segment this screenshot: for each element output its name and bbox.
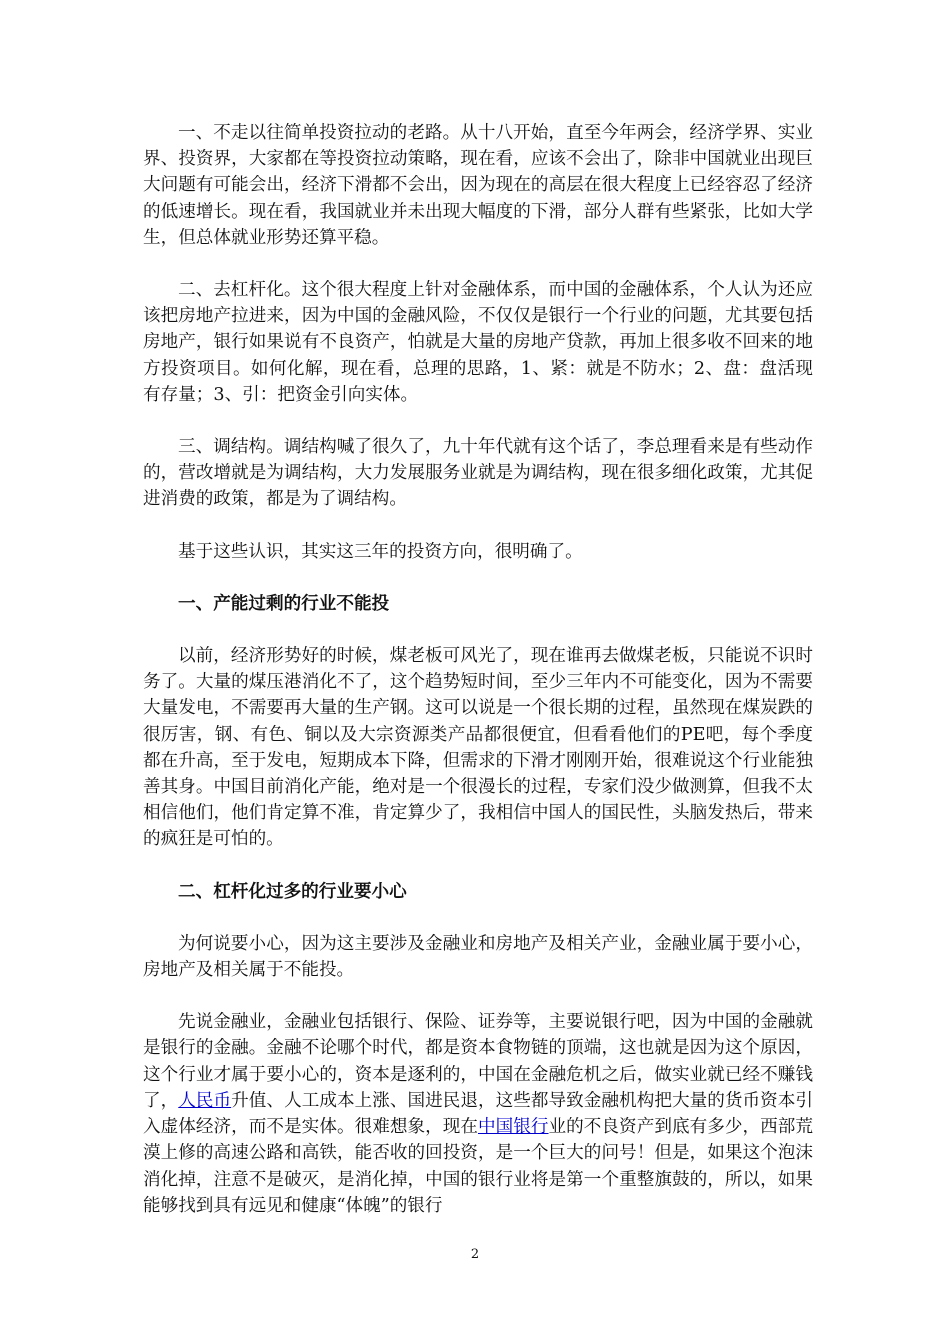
paragraph-restructuring: 三、调结构。调结构喊了很久了，九十年代就有这个话了，李总理看来是有些动作的，营改增就是为调结构，大力发展服务业就是为调结构，现在很多细化政策，尤其促进消费的政策，都是为了调结构。 bbox=[143, 437, 813, 510]
link-renminbi[interactable]: 人民币 bbox=[178, 1090, 232, 1111]
document-body bbox=[143, 120, 813, 1245]
finance-text-part1: 先说金融业，金融业包括银行、保险、证券等，主要说银行吧，因为中国的金融就是银行的金融。金融不论哪个时代，都是资本食物链的顶端，这也就是因为这个原因，这个行业才属于要小心的，资本是逐利的，中国在金融危机之后，做实业就已经不赚钱了， bbox=[143, 1012, 813, 1111]
finance-text-part2: 升值、人工成本上涨、国进民退，这些都导致金融机构把大量的货币资本引入虚体经济，而不是实体。很难想象，现在 bbox=[143, 1090, 813, 1138]
paragraph-investment-direction: 基于这些认识，其实这三年的投资方向，很明确了。 bbox=[178, 541, 583, 562]
page-number: 2 bbox=[470, 1247, 480, 1262]
paragraph-finance bbox=[143, 1009, 813, 1219]
section-heading-overcapacity: 一、产能过剩的行业不能投 bbox=[178, 592, 390, 614]
paragraph-why-careful: 为何说要小心，因为这主要涉及金融业和房地产及相关产业，金融业属于要小心，房地产及相关属于不能投。 bbox=[143, 933, 813, 981]
link-bank-of-china[interactable]: 中国银行 bbox=[478, 1117, 549, 1138]
finance-text-part3: 业的不良资产到底有多少，西部荒漠上修的高速公路和高铁，能否收的回投资，是一个巨大的问号！但是，如果这个泡沫消化掉，注意不是破灭，是消化掉，中国的银行业将是第一个重整旗鼓的，所以，如果能够找到具有远见和健康“体魄”的银行 bbox=[143, 1117, 813, 1216]
paragraph-no-investment-stimulus: 一、不走以往简单投资拉动的老路。从十八开始，直至今年两会，经济学界、实业界、投资界，大家都在等投资拉动策略，现在看，应该不会出了，除非中国就业出现巨大问题有可能会出，经济下滑都不会出，因为现在的高层在很大程度上已经容忍了经济的低速增长。现在看，我国就业并未出现大幅度的下滑，部分人群有些紧张，比如大学生，但总体就业形势还算平稳。 bbox=[143, 123, 813, 248]
section-heading-leverage: 二、杠杆化过多的行业要小心 bbox=[178, 880, 407, 902]
paragraph-overcapacity: 以前，经济形势好的时候，煤老板可风光了，现在谁再去做煤老板，只能说不识时务了。大量的煤压港消化不了，这个趋势短时间，至少三年内不可能变化，因为不需要大量发电，不需要再大量的生产钢。这可以说是一个很长期的过程，虽然现在煤炭跌的很厉害，钢、有色、铜以及大宗资源类产品都很便宜，但看看他们的PE吧，每个季度都在升高，至于发电，短期成本下降，但需求的下滑才刚刚开始，很难说这个行业能独善其身。中国目前消化产能，绝对是一个很漫长的过程，专家们没少做测算，但我不太相信他们，他们肯定算不准，肯定算少了，我相信中国人的国民性，头脑发热后，带来的疯狂是可怕的。 bbox=[143, 646, 813, 850]
paragraph-deleveraging: 二、去杠杆化。这个很大程度上针对金融体系，而中国的金融体系，个人认为还应该把房地产拉进来，因为中国的金融风险，不仅仅是银行一个行业的问题，尤其要包括房地产，银行如果说有不良资产，怕就是大量的房地产贷款，再加上很多收不回来的地方投资项目。如何化解，现在看，总理的思路，1、紧：就是不防水；2、盘：盘活现有存量；3、引：把资金引向实体。 bbox=[143, 280, 813, 405]
